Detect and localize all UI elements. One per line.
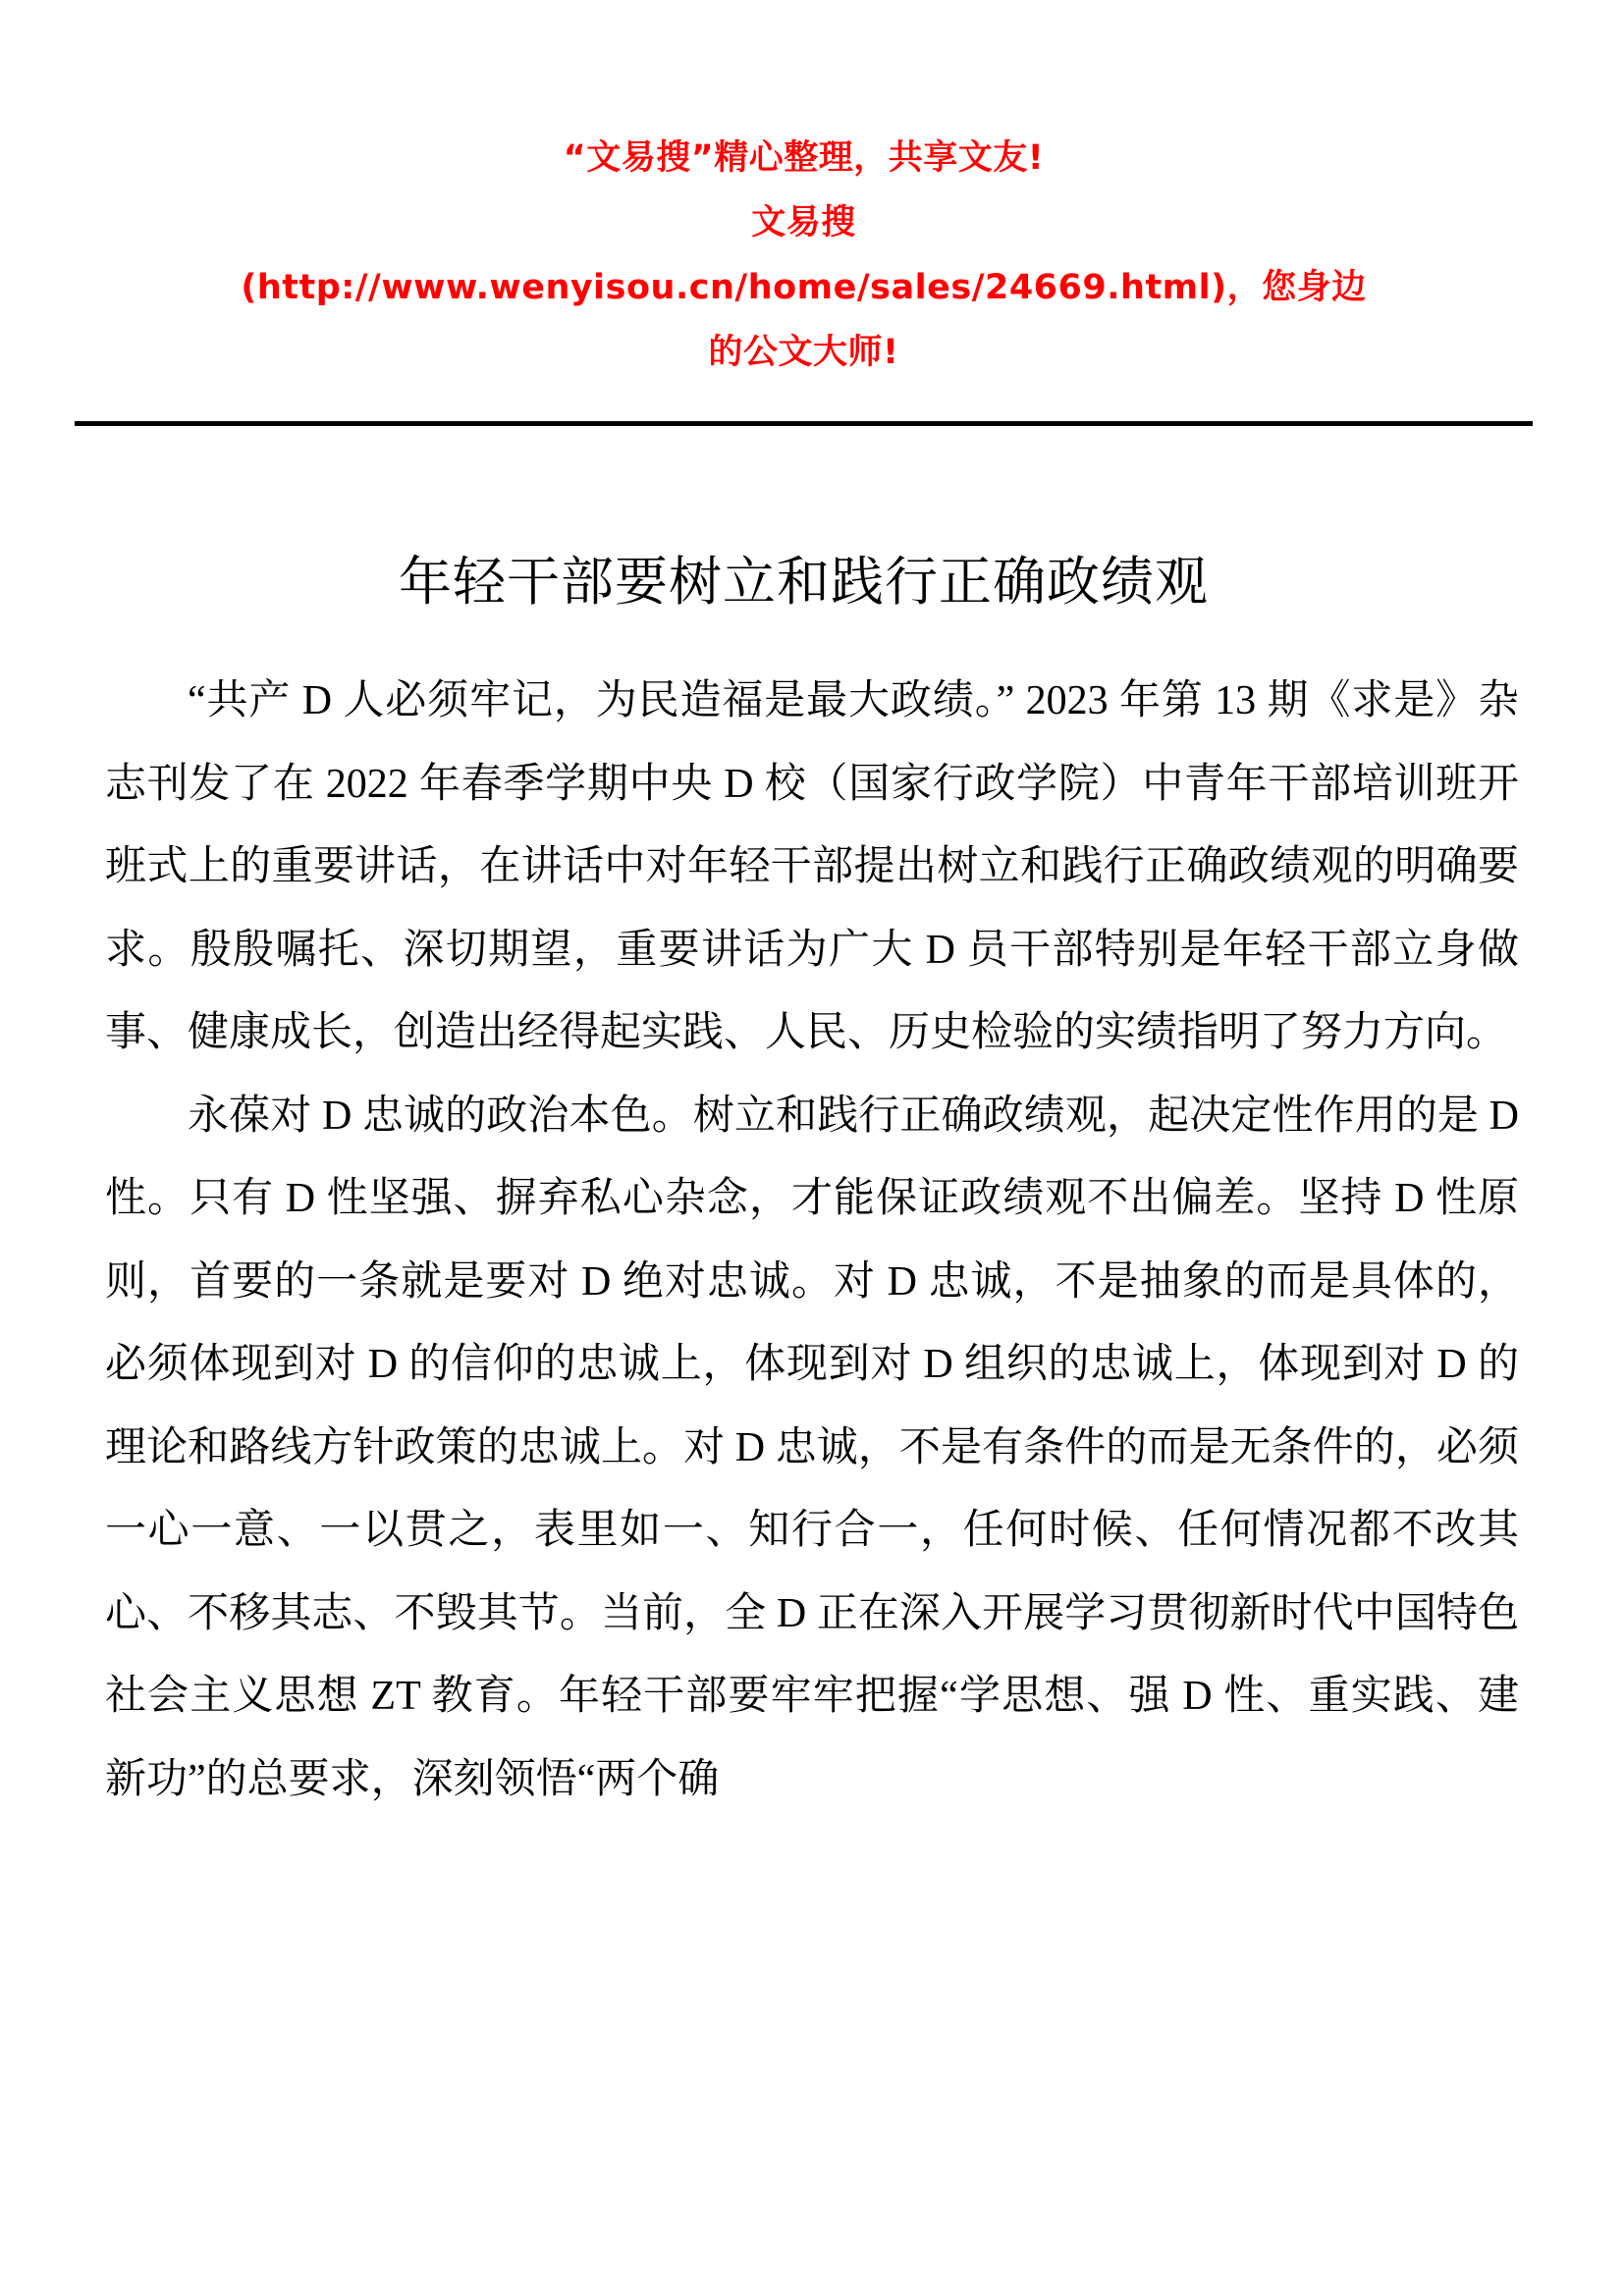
promo-slogan-line: 的公文大师! — [708, 333, 899, 372]
promo-site-name: 文易搜 — [751, 203, 856, 242]
header-divider — [75, 421, 1533, 426]
page-title: 年轻干部要树立和践行正确政绩观 — [399, 551, 1209, 614]
promo-header — [76, 126, 1532, 385]
body-paragraph-1: “共产 D 人必须牢记，为民造福是最大政绩。” 2023 年第 13 期《求是》杂志刊发了在 2022 年春季学期中央 D 校（国家行政学院）中青年干部培训班开班式上的重要讲话，在讲话中对年轻干部提出树立和践行正确政绩观的明确要求。殷殷嘱托、深切期望，重要讲话为广大 D 员干部特别是年轻干部立身做事、健康成长，创造出经得起实践、人民、历史检验的实绩指明了努力方向。 — [105, 678, 1519, 1055]
promo-tagline: “文易搜”精心整理，共享文友! — [563, 138, 1045, 178]
document-body — [105, 660, 1519, 1821]
body-paragraph-2: 永葆对 D 忠诚的政治本色。树立和践行正确政绩观，起决定性作用的是 D 性。只有 D 性坚强、摒弃私心杂念，才能保证政绩观不出偏差。坚持 D 性原则，首要的一条就是要对 D 绝对忠诚。对 D 忠诚，不是抽象的而是具体的，必须体现到对 D 的信仰的忠诚上，体现到对 D 组织的忠诚上，体现到对 D 的理论和路线方针政策的忠诚上。对 D 忠诚，不是有条件的而是无条件的，必须一心一意、一以贯之，表里如一、知行合一，任何时候、任何情况都不改其心、不移其志、不毁其节。当前，全 D 正在深入开展学习贯彻新时代中国特色社会主义思想 ZT 教育。年轻干部要牢牢把握“学思想、强 D 性、重实践、建新功”的总要求，深刻领悟“两个确 — [105, 1093, 1519, 1802]
promo-url-line[interactable]: (http://www.wenyisou.cn/home/sales/24669.html)，您身边 — [241, 268, 1367, 307]
